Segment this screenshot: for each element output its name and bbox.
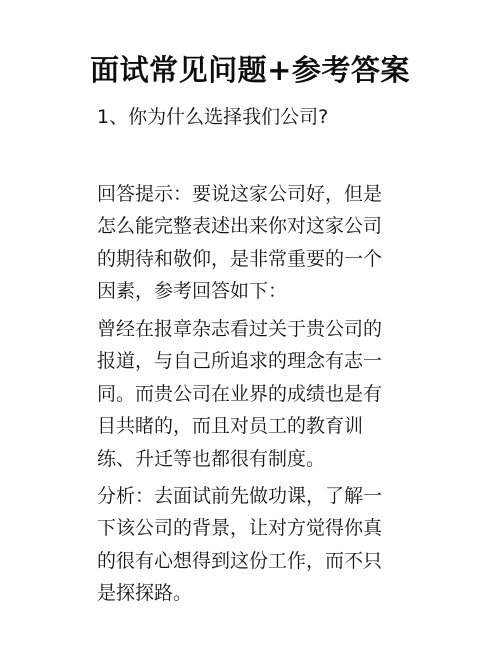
page-title: 面试常见问题+参考答案 <box>90 53 410 87</box>
paragraph-line: 因素，参考回答如下： <box>97 280 288 303</box>
paragraph-line: 报道，与自己所追求的理念有志一 <box>97 350 383 373</box>
paragraph-line: 练、升迁等也都很有制度。 <box>97 447 326 470</box>
paragraph-line: 同。而贵公司在业界的成绩也是有 <box>97 382 383 405</box>
question-heading: 1、你为什么选择我们公司? <box>97 106 329 128</box>
paragraph-line: 回答提示：要说这家公司好，但是 <box>97 183 383 205</box>
paragraph-line: 曾经在报章杂志看过关于贵公司的 <box>97 318 383 340</box>
reference-answer-paragraph <box>97 313 417 475</box>
paragraph-line: 怎么能完整表述出来你对这家公司 <box>97 215 383 238</box>
paragraph-line: 下该公司的背景，让对方觉得你真 <box>97 517 383 540</box>
paragraph-line: 的很有心想得到这份工作，而不只 <box>97 549 383 572</box>
analysis-paragraph <box>97 480 417 610</box>
paragraph-line: 是探探路。 <box>97 582 193 605</box>
paragraph-line: 分析：去面试前先做功课，了解一 <box>97 485 383 507</box>
answer-hint-paragraph <box>97 178 417 308</box>
paragraph-line: 的期待和敬仰，是非常重要的一个 <box>97 247 383 270</box>
paragraph-line: 目共睹的，而且对员工的教育训 <box>97 415 364 438</box>
